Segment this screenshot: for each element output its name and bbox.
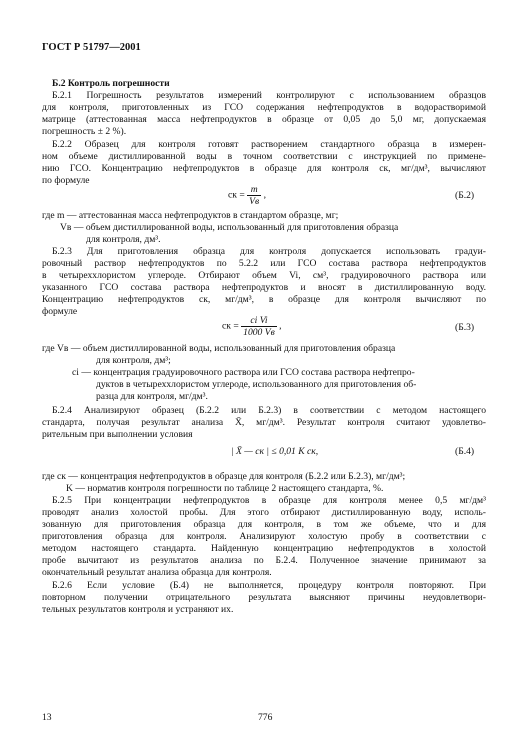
text-line: Б.2.1 Погрешность результатов измерений контролируют с использованием образцов: [52, 90, 486, 101]
text-line: приготовления образца для контроля. Анализируют холостую пробу в соответствии с: [42, 531, 486, 543]
text-line: формуле: [42, 306, 78, 318]
formula-b4: | X̄ — cк | ≤ 0,01 K cк,: [231, 446, 319, 457]
definition-ci-cont: дуктов в четыреххлористом углероде, использованного для приготовления об-: [96, 379, 417, 390]
text-line: Б.2.6 Если условие (Б.4) не выполняется, процедуру контроля повторяют. При: [52, 580, 486, 591]
paragraph-b24: [42, 405, 486, 441]
formula-lhs: cк =: [228, 189, 245, 201]
fraction-numerator: m: [247, 184, 261, 196]
equation-number-b2: (Б.2): [455, 190, 475, 201]
text-line: Б.2.3 Для приготовления образца для контроля допускается использовать градуи-: [52, 246, 486, 257]
definition-ck: где cк — концентрация нефтепродуктов в образце для контроля (Б.2.2 или Б.2.3), мг/дм³;: [42, 471, 406, 482]
fraction-denominator: Vв: [249, 196, 260, 207]
text-line: проводят анализ холостой пробы. Для этого отбирают дистиллированную воду, исполь-: [42, 507, 486, 519]
definition-vv: где Vв — объем дистиллированной воды, использованный для приготовления образца: [42, 343, 396, 354]
formula-b3: [222, 315, 282, 338]
equation-number-b3: (Б.3): [455, 322, 475, 333]
text-line: матрице (аттестованная масса нефтепродуктов в образце от 0,05 до 5,0 мг, допускаемая: [42, 114, 486, 126]
text-line: окончательный результат анализа образца для контроля.: [42, 567, 272, 579]
paragraph-b23: [42, 246, 486, 318]
paragraph-b21: [42, 90, 486, 138]
page-number-center: 776: [258, 712, 273, 723]
definition-vv: Vв — объем дистиллированной воды, использованный для приготовления образца: [60, 222, 399, 233]
definition-vv-cont: для контроля, дм³.: [86, 234, 161, 245]
text-line: повторном получении отрицательного результата выясняют причины неудовлетвори-: [42, 592, 486, 604]
text-line: по формуле: [42, 175, 90, 187]
paragraph-b25: [42, 495, 486, 579]
text-line: зованную для приготовления образца для контроля, в том же объеме, что и для: [42, 519, 486, 531]
equation-number-b4: (Б.4): [455, 446, 475, 457]
text-line: погрешность ± 2 %).: [42, 126, 127, 138]
definition-ci-cont: разца для контроля, мг/дм³.: [96, 391, 208, 402]
text-line: стандарта, получая результат анализа X̄, мг/дм³. Результат контроля считают удовлетво-: [42, 417, 486, 429]
definition-vv-cont: для контроля, дм³;: [96, 355, 171, 366]
formula-b2: [228, 184, 266, 207]
text-line: нию ГСО. Концентрацию нефтепродуктов в образце для контроля cк, мг/дм³, вычисляют: [42, 163, 486, 175]
fraction: [241, 315, 277, 338]
text-line: ном объеме дистиллированной воды в точном соответствии с инструкцией по примене-: [42, 151, 486, 163]
section-title: Б.2 Контроль погрешности: [52, 78, 170, 89]
definition-ci: ci — концентрация градуировочного раствора или ГСО состава раствора нефтепро-: [72, 367, 415, 378]
text-line: методом настоящего стандарта. Найденную концентрацию нефтепродуктов в холостой: [42, 543, 486, 555]
formula-lhs: cк =: [222, 320, 239, 332]
fraction: [247, 184, 261, 207]
formula-tail: ,: [279, 320, 282, 332]
text-line: пробе вычитают из результатов анализа по Б.2.4. Полученное значение принимают за: [42, 555, 486, 567]
formula-tail: ,: [263, 189, 266, 201]
definition-k: K — норматив контроля погрешности по таблице 2 настоящего стандарта, %.: [66, 483, 384, 494]
text-line: указанного ГСО состава раствора нефтепродуктов и вносят в дистиллированную воду.: [42, 282, 486, 294]
text-line: тельных результатов контроля и устраняют их.: [42, 604, 234, 616]
text-line: Б.2.2 Образец для контроля готовят растворением стандартного образца в измерен-: [52, 139, 486, 150]
text-line: ровочный раствор нефтепродуктов по 5.2.2 или ГСО состава раствора нефтепродуктов: [42, 258, 486, 270]
definition-m: где m — аттестованная масса нефтепродуктов в стандартом образце, мг;: [42, 210, 339, 221]
text-line: для контроля, приготовленных из ГСО содержания нефтепродуктов в водорастворимой: [42, 102, 486, 114]
text-line: Концентрацию нефтепродуктов cк, мг/дм³, в образце для контроля вычисляют по: [42, 294, 486, 306]
text-line: Б.2.5 При концентрации нефтепродуктов в образце для контроля менее 0,5 мг/дм³: [52, 495, 486, 506]
text-line: рительным при выполнении условия: [42, 429, 193, 441]
text-line: в четыреххлористом углероде. Отбирают объем Vi, см³, градуировочного раствора или: [42, 270, 486, 282]
standard-header: ГОСТ Р 51797—2001: [42, 42, 141, 53]
fraction-denominator: 1000 Vв: [243, 327, 275, 338]
text-line: Б.2.4 Анализируют образец (Б.2.2 или Б.2.3) в соответствии с методом настоящего: [52, 405, 486, 416]
fraction-numerator: ci Vi: [241, 315, 277, 327]
page-number-left: 13: [42, 712, 52, 723]
paragraph-b26: [42, 580, 486, 616]
paragraph-b22: [42, 139, 486, 187]
